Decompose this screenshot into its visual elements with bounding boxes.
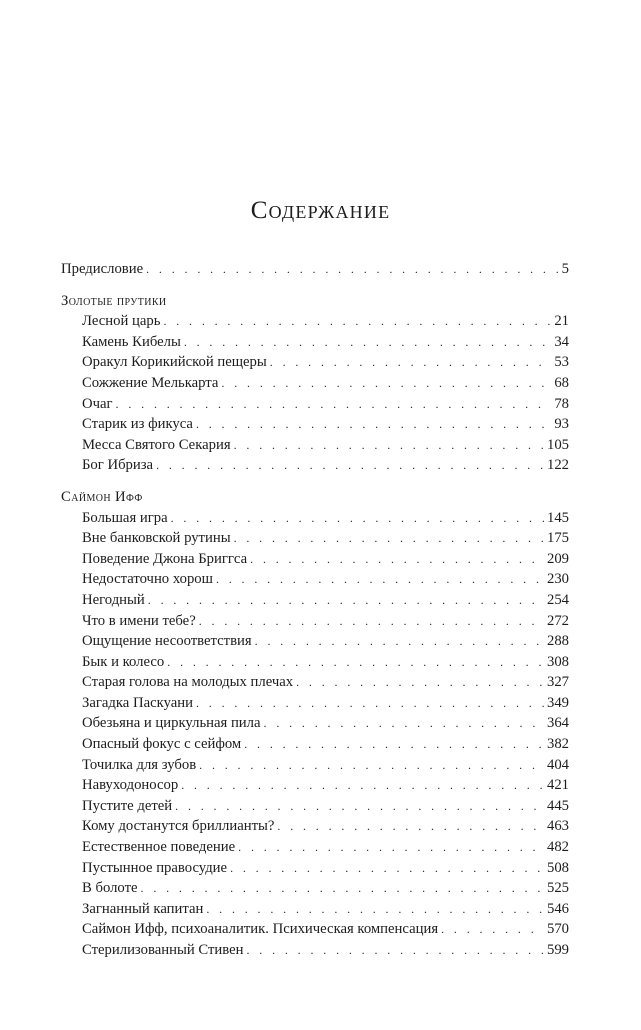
dot-leader bbox=[277, 816, 544, 837]
toc-entry[interactable] bbox=[61, 652, 569, 673]
dot-leader bbox=[234, 528, 544, 549]
dot-leader bbox=[246, 940, 543, 961]
toc-page-number: 105 bbox=[546, 436, 569, 453]
toc-page-number: 404 bbox=[546, 756, 569, 773]
dot-leader bbox=[156, 455, 544, 476]
toc-entry[interactable] bbox=[61, 414, 569, 435]
page-title: Содержание bbox=[250, 197, 391, 224]
toc-entry-label: Стерилизованный Стивен bbox=[82, 942, 244, 958]
toc-entry-label: Бык и колесо bbox=[82, 653, 165, 670]
dot-leader bbox=[196, 693, 544, 714]
toc-page-number: 122 bbox=[546, 457, 569, 474]
dot-leader bbox=[244, 734, 544, 755]
toc-entry[interactable] bbox=[61, 837, 569, 858]
toc-entry[interactable] bbox=[61, 311, 569, 332]
toc-page-number: 230 bbox=[546, 571, 569, 588]
toc-entry[interactable] bbox=[61, 528, 569, 549]
toc-entry-label: Поведение Джона Бриггса bbox=[82, 550, 248, 567]
section-heading: Саймон Ифф bbox=[61, 488, 143, 505]
dot-leader bbox=[296, 672, 544, 693]
toc-entry[interactable] bbox=[61, 693, 569, 714]
toc-entry-preface[interactable] bbox=[61, 259, 569, 280]
toc-entry-label: Бог Ибриза bbox=[82, 457, 154, 474]
toc-page-number: 68 bbox=[554, 374, 569, 391]
toc-entry[interactable] bbox=[61, 455, 569, 476]
toc-entry-label: В болоте bbox=[82, 880, 138, 897]
toc-entry[interactable] bbox=[61, 352, 569, 373]
toc-entry-label: Сожжение Мелькарта bbox=[82, 374, 219, 391]
toc-entry-label: Пустынное правосудие bbox=[82, 859, 228, 876]
dot-leader bbox=[234, 435, 544, 456]
toc-page-number: 463 bbox=[546, 818, 569, 835]
dot-leader bbox=[216, 569, 544, 590]
toc-page-number: 349 bbox=[546, 694, 569, 711]
dot-leader bbox=[206, 899, 544, 920]
dot-leader bbox=[146, 259, 559, 280]
toc-page-number: 53 bbox=[554, 354, 569, 371]
toc-entry-label: Большая игра bbox=[82, 509, 168, 526]
toc-page-number: 145 bbox=[546, 509, 569, 526]
toc-entry-label: Предисловие bbox=[61, 261, 144, 277]
toc-page-number: 175 bbox=[546, 530, 569, 547]
toc-page-number: 288 bbox=[546, 633, 569, 650]
toc-page-number: 5 bbox=[561, 261, 569, 277]
toc-entry[interactable] bbox=[61, 775, 569, 796]
toc-entry-label: Оракул Корикийской пещеры bbox=[82, 354, 267, 371]
toc-page-number: 570 bbox=[546, 921, 569, 938]
toc-entry[interactable] bbox=[61, 858, 569, 879]
dot-leader bbox=[230, 858, 544, 879]
toc-sections bbox=[61, 291, 569, 961]
dot-leader bbox=[196, 414, 551, 435]
dot-leader bbox=[221, 373, 551, 394]
toc-page-number: 308 bbox=[546, 653, 569, 670]
toc-page-number: 327 bbox=[546, 674, 569, 691]
toc-entry[interactable] bbox=[61, 611, 569, 632]
dot-leader bbox=[199, 611, 544, 632]
toc-page-number: 254 bbox=[546, 591, 569, 608]
toc-entry[interactable] bbox=[61, 816, 569, 837]
toc-page-number: 421 bbox=[546, 777, 569, 794]
toc-entry[interactable] bbox=[61, 672, 569, 693]
toc-entry-label: Очаг bbox=[82, 395, 113, 412]
toc-page-number: 34 bbox=[554, 333, 569, 350]
toc-entry[interactable] bbox=[61, 796, 569, 817]
toc-entry[interactable] bbox=[61, 734, 569, 755]
toc-entry-label: Недостаточно хорош bbox=[82, 571, 213, 588]
dot-leader bbox=[441, 919, 544, 940]
toc-entry-label: Пустите детей bbox=[82, 797, 173, 814]
dot-leader bbox=[181, 775, 544, 796]
toc-entry-label: Месса Святого Секария bbox=[82, 436, 231, 453]
toc-page-number: 445 bbox=[546, 797, 569, 814]
toc-entry-label: Старая голова на молодых плечах bbox=[82, 674, 294, 691]
toc-entry[interactable] bbox=[61, 373, 569, 394]
toc-entry-label: Камень Кибелы bbox=[82, 333, 181, 350]
table-of-contents bbox=[61, 259, 569, 961]
dot-leader bbox=[238, 837, 544, 858]
dot-leader bbox=[141, 878, 544, 899]
toc-entry-label: Старик из фикуса bbox=[82, 416, 193, 433]
toc-entry[interactable] bbox=[61, 919, 569, 940]
toc-entry[interactable] bbox=[61, 569, 569, 590]
toc-entry[interactable] bbox=[61, 713, 569, 734]
toc-entry[interactable] bbox=[61, 878, 569, 899]
dot-leader bbox=[167, 652, 544, 673]
toc-page-number: 93 bbox=[554, 416, 569, 433]
toc-entry-label: Опасный фокус с сейфом bbox=[82, 736, 242, 753]
dot-leader bbox=[199, 755, 544, 776]
toc-entry[interactable] bbox=[61, 755, 569, 776]
section-heading: Золотые прутики bbox=[61, 292, 167, 309]
toc-page-number: 78 bbox=[554, 395, 569, 412]
toc-page-number: 209 bbox=[546, 550, 569, 567]
toc-entry[interactable] bbox=[61, 435, 569, 456]
toc-page-number: 272 bbox=[546, 612, 569, 629]
toc-entry-label: Обезьяна и циркульная пила bbox=[82, 715, 261, 732]
toc-entry-label: Естественное поведение bbox=[82, 839, 236, 856]
toc-entry-label: Навуходоносор bbox=[82, 777, 179, 794]
dot-leader bbox=[163, 311, 551, 332]
toc-entry-label: Лесной царь bbox=[82, 313, 161, 330]
toc-page-number: 21 bbox=[554, 313, 569, 330]
dot-leader bbox=[270, 352, 552, 373]
toc-entry-label: Вне банковской рутины bbox=[82, 530, 231, 547]
toc-entry-label: Негодный bbox=[82, 591, 145, 608]
dot-leader bbox=[175, 796, 544, 817]
dot-leader bbox=[255, 631, 544, 652]
toc-entry-label: Загнанный капитан bbox=[82, 900, 204, 917]
toc-page-number: 382 bbox=[546, 736, 569, 753]
toc-entry[interactable] bbox=[61, 940, 569, 961]
toc-entry-label: Что в имени тебе? bbox=[82, 612, 196, 629]
toc-entry-label: Загадка Паскуани bbox=[82, 694, 193, 711]
dot-leader bbox=[250, 549, 544, 570]
dot-leader bbox=[264, 713, 544, 734]
dot-leader bbox=[171, 508, 544, 529]
toc-entry-label: Ощущение несоответствия bbox=[82, 633, 252, 650]
toc-page-number: 364 bbox=[546, 715, 569, 732]
toc-entry[interactable] bbox=[61, 631, 569, 652]
dot-leader bbox=[184, 332, 551, 353]
toc-entry-label: Саймон Ифф, психоаналитик. Психическая компенсация bbox=[82, 921, 439, 938]
toc-entry[interactable] bbox=[61, 899, 569, 920]
toc-entry-label: Кому достанутся бриллианты? bbox=[82, 818, 275, 835]
toc-page-number: 508 bbox=[546, 859, 569, 876]
toc-entry[interactable] bbox=[61, 549, 569, 570]
toc-entry-label: Точилка для зубов bbox=[82, 756, 197, 773]
toc-page-number: 599 bbox=[546, 942, 569, 958]
toc-page-number: 482 bbox=[546, 839, 569, 856]
dot-leader bbox=[116, 394, 552, 415]
toc-page-number: 546 bbox=[546, 900, 569, 917]
toc-page-number: 525 bbox=[546, 880, 569, 897]
toc-entry[interactable] bbox=[61, 590, 569, 611]
toc-entry[interactable] bbox=[61, 332, 569, 353]
toc-entry[interactable] bbox=[61, 508, 569, 529]
dot-leader bbox=[148, 590, 544, 611]
toc-entry[interactable] bbox=[61, 394, 569, 415]
